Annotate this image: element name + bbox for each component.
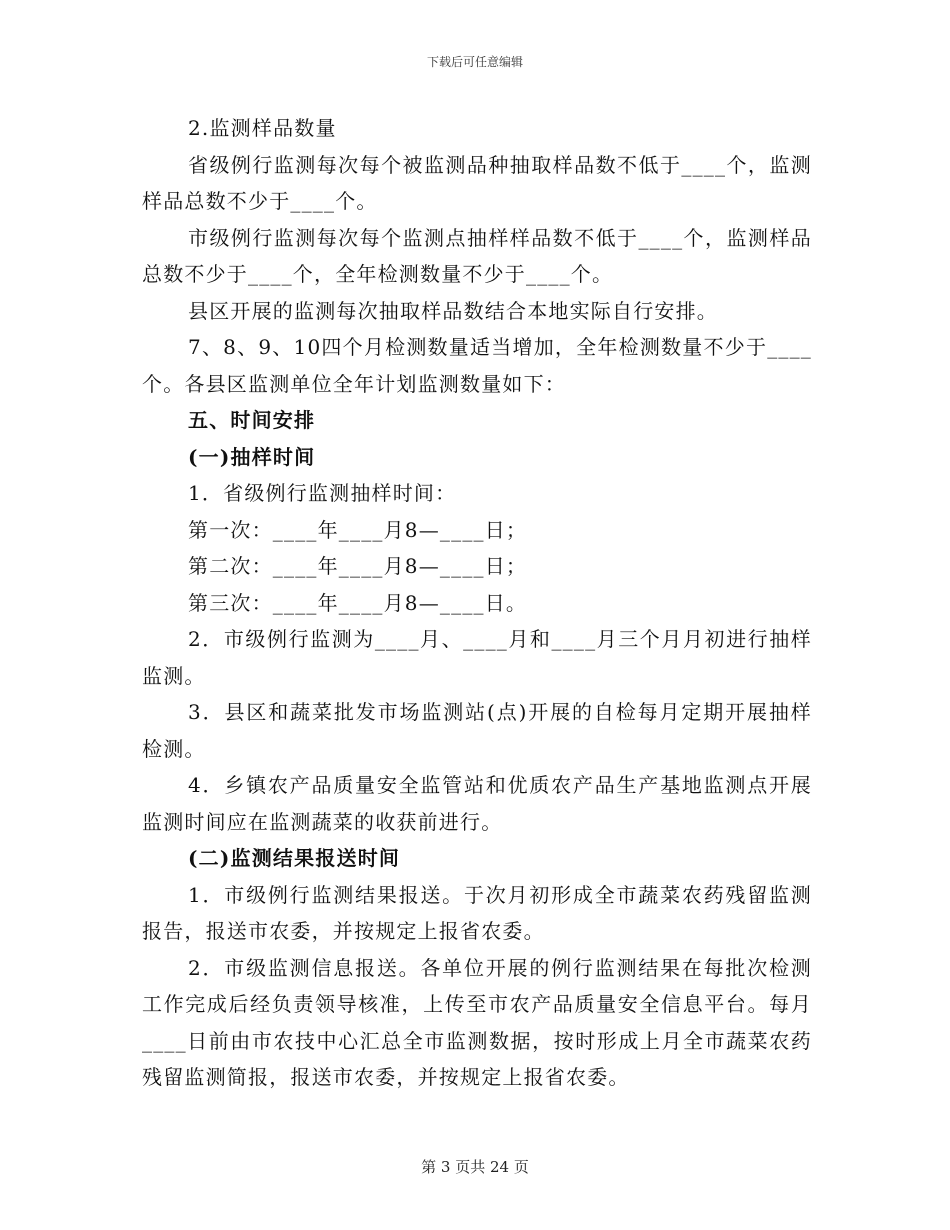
section-heading: 五、时间安排: [188, 408, 316, 432]
subsection-heading: (二)监测结果报送时间: [188, 846, 401, 870]
document-body: [142, 110, 812, 1096]
subsection-heading: (一)抽样时间: [188, 444, 316, 469]
page-footer: 第 3 页共 24 页: [421, 1158, 529, 1176]
paragraph: 4．乡镇农产品质量安全监管站和优质农产品生产基地监测点开展监测时间应在监测蔬菜的收获前进行。: [142, 773, 812, 834]
paragraph: 7、8、9、10四个月检测数量适当增加，全年检测数量不少于____个。各县区监测单位全年计划监测数量如下：: [142, 335, 812, 396]
paragraph: 3．县区和蔬菜批发市场监测站(点)开展的自检每月定期开展抽样检测。: [142, 700, 812, 761]
schedule-line: 第三次：____年____月8—____日。: [188, 590, 528, 615]
paragraph: 2.监测样品数量: [188, 116, 337, 140]
paragraph: 2．市级例行监测为____月、____月和____月三个月月初进行抽样监测。: [142, 627, 812, 688]
schedule-line: 第二次：____年____月8—____日；: [188, 554, 528, 578]
page-header: 下载后可任意编辑: [426, 55, 523, 69]
paragraph: 1．省级例行监测抽样时间：: [188, 481, 457, 505]
paragraph: 县区开展的监测每次抽取样品数结合本地实际自行安排。: [188, 298, 718, 323]
paragraph: 1．市级例行监测结果报送。于次月初形成全市蔬菜农药残留监测报告，报送市农委，并按规定上报省农委。: [142, 882, 812, 943]
paragraph: 市级例行监测每次每个监测点抽样样品数不低于____个，监测样品总数不少于____个，全年检测数量不少于____个。: [142, 225, 812, 286]
paragraph: 省级例行监测每次每个被监测品种抽取样品数不低于____个，监测样品总数不少于____个。: [142, 152, 812, 213]
paragraph: 2．市级监测信息报送。各单位开展的例行监测结果在每批次检测工作完成后经负责领导核准，上传至市农产品质量安全信息平台。每月____日前由市农技中心汇总全市监测数据，按时形成上月全市蔬菜农药残留监测简报，报送市农委，并按规定上报省农委。: [142, 955, 812, 1089]
schedule-line: 第一次：____年____月8—____日；: [188, 517, 528, 542]
